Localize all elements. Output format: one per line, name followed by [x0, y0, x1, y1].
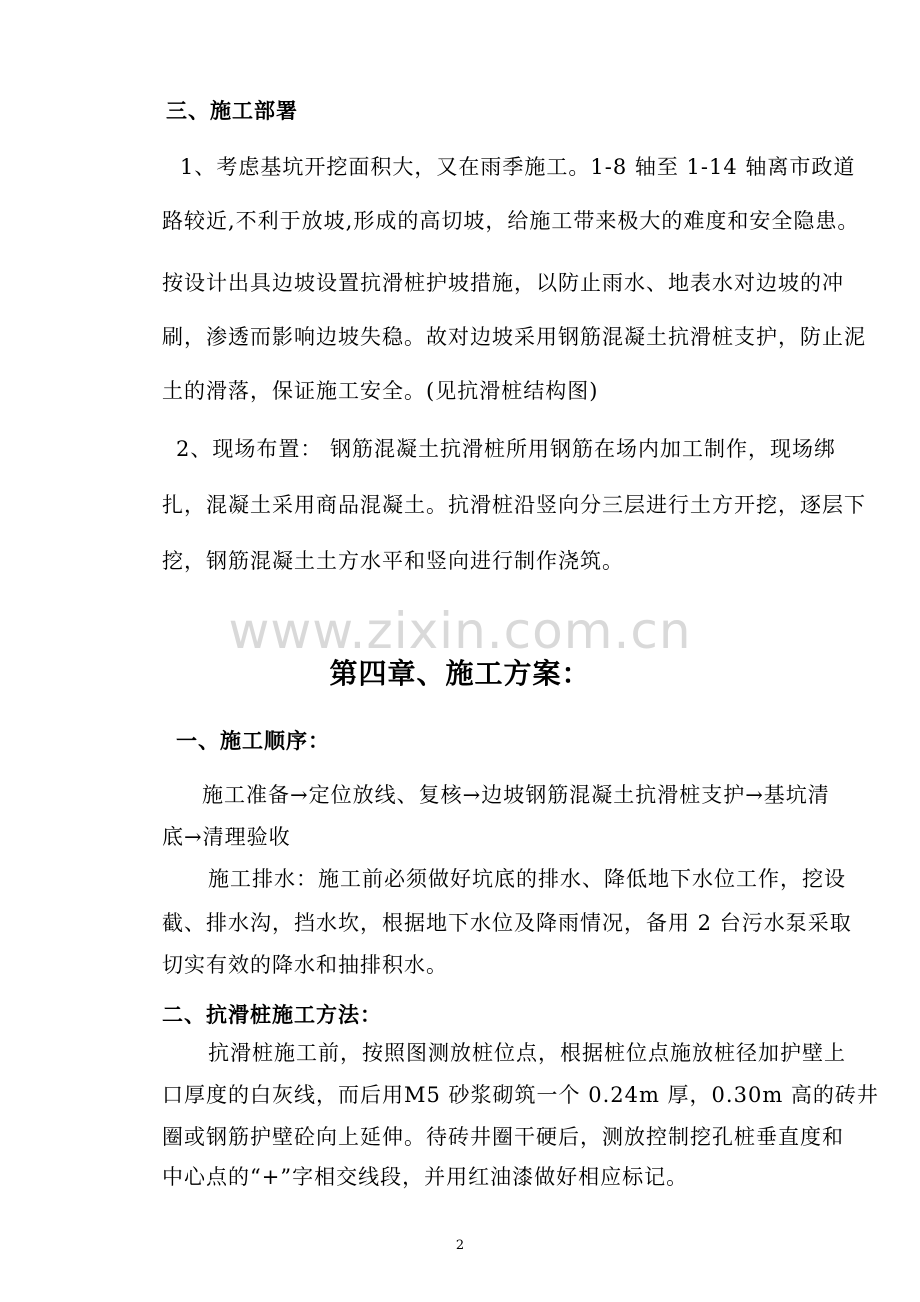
- paragraph-line: 挖，钢筋混凝土土方水平和竖向进行制作浇筑。: [162, 549, 624, 573]
- paragraph-line: 圈或钢筋护壁砼向上延伸。待砖井圈干硬后，测放控制挖孔桩垂直度和: [162, 1125, 844, 1149]
- paragraph-line: 底→清理验收: [162, 825, 291, 849]
- paragraph-line: 土的滑落，保证施工安全。(见抗滑桩结构图): [162, 379, 599, 403]
- section-heading-deployment: 三、施工部署: [166, 98, 298, 123]
- paragraph-line: 中心点的“+”字相交线段，并用红油漆做好相应标记。: [162, 1165, 689, 1189]
- paragraph-line: 切实有效的降水和抽排积水。: [162, 953, 448, 977]
- paragraph-line: 2、现场布置： 钢筋混凝土抗滑桩所用钢筋在场内加工制作，现场绑: [176, 437, 837, 461]
- chapter-title: 第四章、施工方案：: [329, 657, 591, 690]
- paragraph-line: 施工排水：施工前必须做好坑底的排水、降低地下水位工作，挖设: [208, 867, 846, 891]
- subsection-heading-method: 二、抗滑桩施工方法：: [162, 1002, 382, 1027]
- watermark: www.zixin.com.cn: [228, 602, 692, 660]
- paragraph-line: 口厚度的白灰线，而后用M5 砂浆砌筑一个 0.24m 厚，0.30m 高的砖井: [162, 1083, 879, 1107]
- paragraph-line: 抗滑桩施工前，按照图测放桩位点，根据桩位点施放桩径加护壁上: [208, 1041, 846, 1065]
- paragraph-line: 截、排水沟，挡水坎，根据地下水位及降雨情况，备用 2 台污水泵采取: [162, 911, 852, 935]
- paragraph-line: 1、考虑基坑开挖面积大，又在雨季施工。1-8 轴至 1-14 轴离市政道: [180, 155, 856, 179]
- paragraph-line: 按设计出具边坡设置抗滑桩护坡措施，以防止雨水、地表水对边坡的冲: [162, 271, 844, 295]
- paragraph-line: 刷，渗透而影响边坡失稳。故对边坡采用钢筋混凝土抗滑桩支护，防止泥: [162, 325, 866, 349]
- paragraph-line: 路较近,不利于放坡,形成的高切坡，给施工带来极大的难度和安全隐患。: [162, 209, 860, 233]
- page-number: 2: [455, 1238, 465, 1253]
- paragraph-line: 扎，混凝土采用商品混凝土。抗滑桩沿竖向分三层进行土方开挖，逐层下: [162, 493, 866, 517]
- subsection-heading-sequence: 一、施工顺序：: [176, 728, 330, 753]
- paragraph-line: 施工准备→定位放线、复核→边坡钢筋混凝土抗滑桩支护→基坑清: [202, 783, 830, 807]
